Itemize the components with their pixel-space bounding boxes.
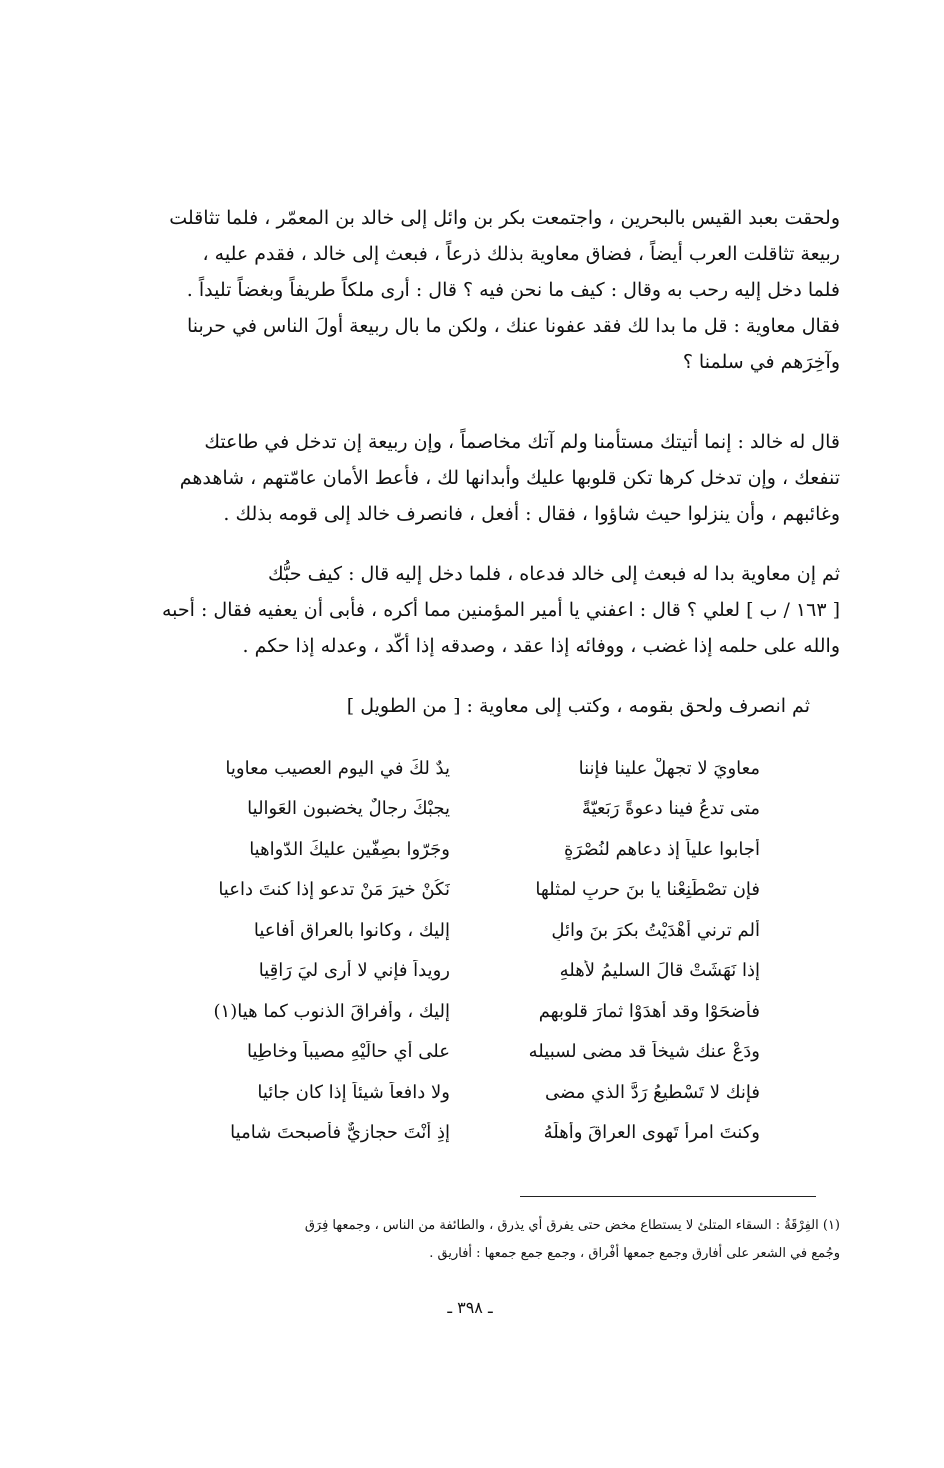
poem-verse xyxy=(180,1032,760,1073)
footnote-line: (١) الفِرْقَةُ : السقاء المتلئ لا يستطاع مخض حتى يفرق أي يذرق ، والطائفة من الناس ، وجمعها فِرَق xyxy=(304,1218,840,1233)
second-hemistich: على أي حالَيْهِ مصيباً وخاطِيا xyxy=(246,1041,450,1063)
page-number: ـ ٣٩٨ ـ xyxy=(447,1298,493,1317)
second-hemistich: نَكُنْ خيرَ مَنْ تدعو إذا كنتَ داعيا xyxy=(218,879,450,901)
poem-verse xyxy=(180,789,760,830)
poem-verse xyxy=(180,991,760,1032)
text-line: ثم إن معاوية بدا له فبعث إلى خالد فدعاه ، فلما دخل إليه قال : كيف حبُّك xyxy=(268,563,840,585)
second-hemistich: ولا دافعاً شيئاً إذا كان جائيا xyxy=(257,1081,450,1103)
poem-verse xyxy=(180,870,760,911)
first-hemistich: متى تدعُ فينا دعوةً رَبَعيّةً xyxy=(581,798,760,820)
poem-verse xyxy=(180,748,760,789)
first-hemistich: ودَعْ عنك شيخاً قد مضى لسبيله xyxy=(528,1041,760,1063)
first-hemistich: فإنك لا تَسْطيعُ رَدَّ الذي مضى xyxy=(545,1081,760,1103)
first-hemistich: فإن تصْطَنِعْنا يا بنَ حربٍ لمثلها xyxy=(535,879,760,901)
footnote-line: وجُمع في الشعر على أفارق وجمع جمعها أفْراق ، وجمع جمع جمعها : أفاريق . xyxy=(429,1246,840,1261)
second-hemistich: رويداً فإني لا أرى ليَ رَاقِيا xyxy=(258,960,450,982)
footnote xyxy=(80,1212,840,1268)
first-hemistich: معاويَ لا تجهلْ علينا فإننا xyxy=(578,757,760,779)
poem-verse xyxy=(180,910,760,951)
poem-verse xyxy=(180,1113,760,1154)
text-line: قال له خالد : إنما أتيتك مستأمنا ولم آتك مخاصماً ، وإن ربيعة إن تدخل في طاعتك xyxy=(204,431,840,453)
text-line: فقال معاوية : قل ما بدا لك فقد عفونا عنك ، ولكن ما بال ربيعة أولَ الناس في حربنا xyxy=(186,315,840,337)
text-line: وغائبهم ، وأن ينزلوا حيث شاؤوا ، فقال : أفعل ، فانصرف خالد إلى قومه بذلك . xyxy=(223,503,840,525)
second-hemistich: يجبْكَ رجالٌ يخضبون العَواليا xyxy=(247,798,450,820)
first-hemistich: أجابوا علياً إذ دعاهم لنُصْرَةٍ xyxy=(563,838,760,860)
second-hemistich: يدٌ لكَ في اليوم العصيب معاويا xyxy=(225,757,450,779)
text-line: والله على حلمه إذا غضب ، ووفائه إذا عقد ، وصدقه إذا أكّد ، وعدله إذا حكم . xyxy=(242,635,840,657)
paragraph-1 xyxy=(110,200,840,380)
poem xyxy=(180,748,760,1153)
text-line: ولحقت بعبد القيس بالبحرين ، واجتمعت بكر بن وائل إلى خالد بن المعمّر ، فلما تثاقلت xyxy=(169,207,840,229)
first-hemistich: إذا نَهَشَتْ قالَ السليمُ لأهلهِ xyxy=(559,960,760,982)
first-hemistich: ألم ترني أهْدَيْتُ بكرَ بنَ وائلٍ xyxy=(551,919,760,941)
footnote-divider xyxy=(520,1196,816,1197)
poem-intro: ثم انصرف ولحق بقومه ، وكتب إلى معاوية : [ من الطويل ] xyxy=(346,695,810,717)
poem-verse xyxy=(180,1072,760,1113)
text-line: وآخِرَهم في سلمنا ؟ xyxy=(682,351,840,373)
second-hemistich: وجَرّوا بصِفّين عليكَ الدّواهيا xyxy=(249,838,450,860)
text-line: ربيعة تثاقلت العرب أيضاً ، فضاق معاوية بذلك ذرعاً ، فبعث إلى خالد ، فقدم عليه ، xyxy=(202,243,840,265)
poem-verse xyxy=(180,829,760,870)
text-line: تنفعك ، وإن تدخل كرها تكن قلوبها عليك وأبدانها لك ، فأعط الأمان عامّتهم ، شاهدهم xyxy=(179,467,840,489)
paragraph-2 xyxy=(110,424,840,532)
second-hemistich: إليك ، وكانوا بالعراقِ أفاعيا xyxy=(253,919,450,941)
second-hemistich: إليك ، وأفراقَ الذنوب كما هيا(١) xyxy=(213,1000,450,1022)
first-hemistich: وكنتَ امرأً تَهوى العراقَ وأهلَهُ xyxy=(543,1122,760,1144)
poem-verse xyxy=(180,951,760,992)
text-line: [ ١٦٣ / ب ] لعلي ؟ قال : اعفني يا أمير المؤمنين مما أكره ، فأبى أن يعفيه فقال : أحبه xyxy=(161,599,840,621)
first-hemistich: فأضحَوْا وقد أهدَوْا ثمارَ قلوبهم xyxy=(538,1000,760,1022)
second-hemistich: إذِ أنْتَ حجازيٌّ فأصبحتَ شاميا xyxy=(230,1122,450,1144)
paragraph-3 xyxy=(110,556,840,664)
text-line: فلما دخل إليه رحب به وقال : كيف ما نحن فيه ؟ قال : أرى ملكاً طريفاً وبغضاً تليداً . xyxy=(186,279,840,301)
